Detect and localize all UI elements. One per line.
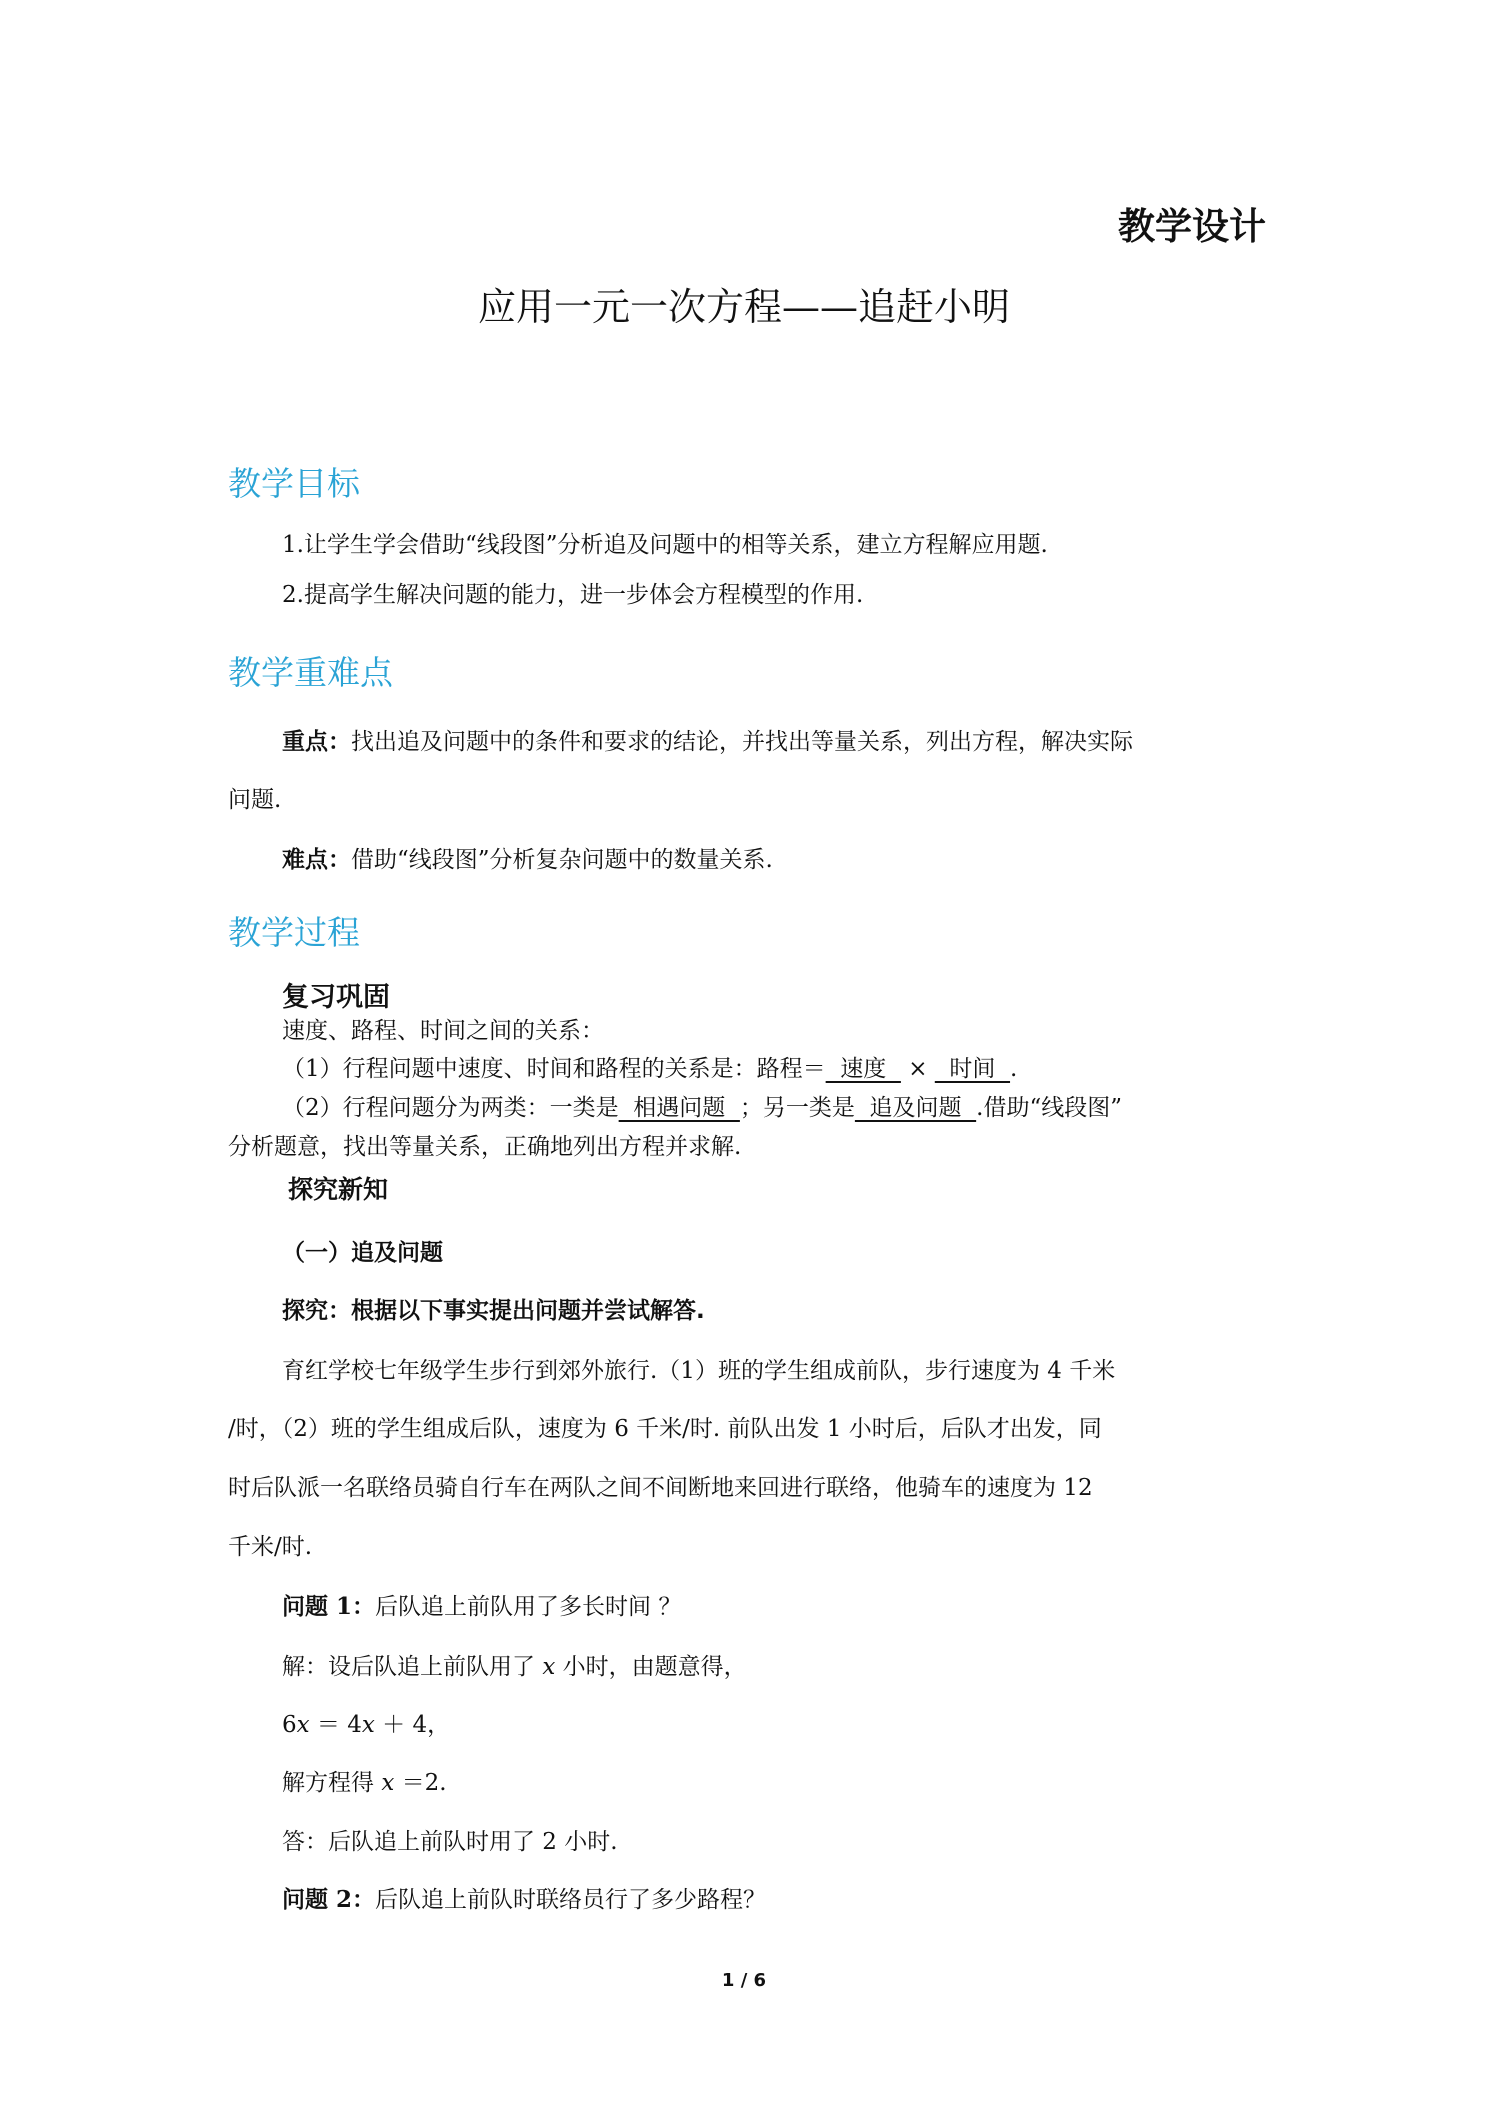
difficulty-paragraph <box>282 845 773 875</box>
equation-lhs-coef: 6 <box>282 1712 297 1738</box>
difficulty-label: 难点： <box>282 846 351 873</box>
review-item-1-end: . <box>1010 1056 1018 1082</box>
blank-meeting-problem: 相遇问题 <box>618 1095 740 1121</box>
question-1-text: 后队追上前队用了多长时间 ？ <box>375 1594 682 1620</box>
solution-setup <box>282 1652 747 1682</box>
question-1 <box>282 1592 681 1622</box>
section-heading-process: 教学过程 <box>228 913 360 952</box>
solution-setup-a: 解：设后队追上前队用了 <box>282 1654 543 1680</box>
explore-heading: 探究新知 <box>288 1175 389 1204</box>
story-line-1: 育红学校七年级学生步行到郊外旅行.（1）班的学生组成前队，步行速度为 4 千米 <box>282 1358 1116 1384</box>
review-item-2-text: （2）行程问题分为两类：一类是 <box>282 1095 619 1121</box>
section-heading-key-points: 教学重难点 <box>228 653 393 692</box>
review-item-2 <box>282 1093 1122 1123</box>
review-heading: 复习巩固 <box>282 982 390 1013</box>
question-2 <box>282 1885 766 1915</box>
story-line-3: 时后队派一名联络员骑自行车在两队之间不间断地来回进行联络，他骑车的速度为 12 <box>228 1475 1093 1501</box>
blank-time: 时间 <box>934 1056 1011 1082</box>
variable-x: x <box>542 1654 556 1680</box>
focus-paragraph <box>282 727 1133 757</box>
review-item-2-mid: ；另一类是 <box>739 1095 855 1121</box>
equation <box>282 1710 450 1740</box>
times-sign: × <box>900 1056 935 1082</box>
focus-text-continued: 问题. <box>228 787 282 813</box>
equation-solution <box>282 1768 447 1798</box>
answer-1: 答：后队追上前队时用了 2 小时. <box>282 1829 618 1855</box>
review-item-2-suffix: .借助“线段图” <box>976 1095 1122 1121</box>
variable-x: x <box>361 1712 375 1738</box>
page-number: 1 / 6 <box>721 1970 767 1991</box>
solution-setup-b: 小时，由题意得， <box>555 1654 747 1680</box>
difficulty-text: 借助“线段图”分析复杂问题中的数量关系. <box>351 847 773 873</box>
review-item-2-continued: 分析题意，找出等量关系，正确地列出方程并求解. <box>228 1134 742 1160</box>
document-type: 教学设计 <box>1118 205 1266 248</box>
chase-problem-heading: （一）追及问题 <box>282 1240 443 1266</box>
objective-item-1: 1.让学生学会借助“线段图”分析追及问题中的相等关系，建立方程解应用题. <box>282 532 1048 558</box>
blank-speed: 速度 <box>825 1056 901 1082</box>
review-item-1 <box>282 1054 1017 1084</box>
equation-solution-b: ＝2. <box>394 1770 447 1796</box>
story-line-4: 千米/时. <box>228 1534 313 1560</box>
objective-item-2: 2.提高学生解决问题的能力，进一步体会方程模型的作用. <box>282 582 864 608</box>
review-intro: 速度、路程、时间之间的关系： <box>282 1018 604 1044</box>
equation-rhs-coef: ＝ 4 <box>309 1712 362 1738</box>
blank-chase-problem: 追及问题 <box>854 1095 977 1121</box>
question-2-text: 后队追上前队时联络员行了多少路程？ <box>375 1887 767 1913</box>
document-title: 应用一元一次方程——追赶小明 <box>477 285 1010 329</box>
story-line-2: /时，（2）班的学生组成后队，速度为 6 千米/时. 前队出发 1 小时后，后队才出发，同 <box>228 1416 1102 1442</box>
variable-x: x <box>381 1770 395 1796</box>
question-1-label: 问题 1： <box>282 1593 376 1620</box>
equation-solution-a: 解方程得 <box>282 1770 382 1796</box>
section-heading-objectives: 教学目标 <box>228 464 360 503</box>
equation-constant: ＋ 4， <box>374 1712 451 1738</box>
explore-prompt: 探究：根据以下事实提出问题并尝试解答. <box>282 1298 705 1324</box>
focus-text: 找出追及问题中的条件和要求的结论，并找出等量关系，列出方程，解决实际 <box>351 729 1133 755</box>
focus-label: 重点： <box>282 728 351 755</box>
variable-x: x <box>296 1712 310 1738</box>
review-item-1-text: （1）行程问题中速度、时间和路程的关系是：路程＝ <box>282 1056 826 1082</box>
question-2-label: 问题 2： <box>282 1886 376 1913</box>
